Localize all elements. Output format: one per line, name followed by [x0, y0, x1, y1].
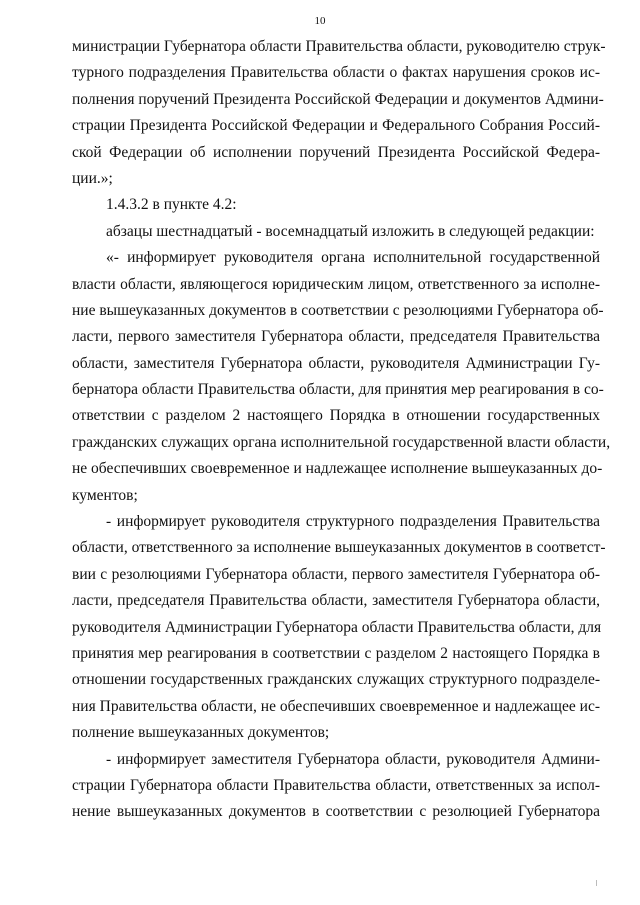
text-line: бернатора области Правительства области, для принятия мер реагирования в со-	[72, 381, 604, 399]
text-line: руководителя Администрации Губернатора области Правительства области, для	[72, 618, 602, 636]
text-line: 1.4.3.2 в пункте 4.2:	[106, 196, 237, 214]
text-line: страции Губернатора области Правительства области, ответственных за испол-	[72, 776, 600, 794]
text-line: страции Президента Российской Федерации и Федерального Собрания Россий-	[72, 117, 600, 135]
document-body	[72, 34, 611, 826]
text-line: ции.»;	[72, 169, 113, 187]
text-line: вии с резолюциями Губернатора области, первого заместителя Губернатора об-	[72, 565, 600, 583]
text-line: ния Правительства области, не обеспечивших своевременное и надлежащее ис-	[72, 697, 600, 715]
text-line: гражданских служащих органа исполнительной государственной власти области,	[72, 433, 611, 451]
text-line: власти области, являющегося юридическим лицом, ответственного за исполне-	[72, 275, 600, 293]
text-line: нение вышеуказанных документов в соответствии с резолюцией Губернатора	[72, 803, 600, 821]
text-line: - информирует заместителя Губернатора области, руководителя Админи-	[106, 750, 600, 768]
text-line: министрации Губернатора области Правительства области, руководителю струк-	[72, 38, 606, 55]
page-number: 10	[314, 15, 326, 27]
text-line: кументов;	[72, 486, 138, 504]
text-line: не обеспечивших своевременное и надлежащее исполнение вышеуказанных до-	[72, 460, 603, 478]
text-line: турного подразделения Правительства области о фактах нарушения сроков ис-	[72, 64, 600, 82]
text-line: ласти, первого заместителя Губернатора области, председателя Правительства	[72, 328, 600, 346]
text-line: области, ответственного за исполнение вышеуказанных документов в соответст-	[72, 539, 606, 557]
text-line: ской Федерации об исполнении поручений Президента Российской Федера-	[72, 143, 600, 161]
text-line: ласти, председателя Правительства области, заместителя Губернатора области,	[72, 592, 600, 610]
text-line: полнения поручений Президента Российской Федерации и документов Админи-	[72, 90, 604, 108]
text-line: ние вышеуказанных документов в соответствии с резолюциями Губернатора об-	[72, 301, 604, 319]
scan-edge-mark	[596, 880, 597, 886]
text-line: абзацы шестнадцатый - восемнадцатый изложить в следующей редакции:	[106, 222, 595, 240]
text-line: - информирует руководителя структурного подразделения Правительства	[106, 513, 600, 531]
text-line: принятия мер реагирования в соответствии с разделом 2 настоящего Порядка в	[72, 644, 600, 662]
text-line: полнение вышеуказанных документов;	[72, 724, 330, 742]
text-line: «- информирует руководителя органа исполнительной государственной	[106, 249, 600, 267]
text-line: области, заместителя Губернатора области, руководителя Администрации Гу-	[72, 354, 600, 372]
text-line: ответствии с разделом 2 настоящего Порядка в отношении государственных	[72, 407, 600, 425]
text-line: отношении государственных гражданских служащих структурного подразделе-	[72, 671, 600, 689]
